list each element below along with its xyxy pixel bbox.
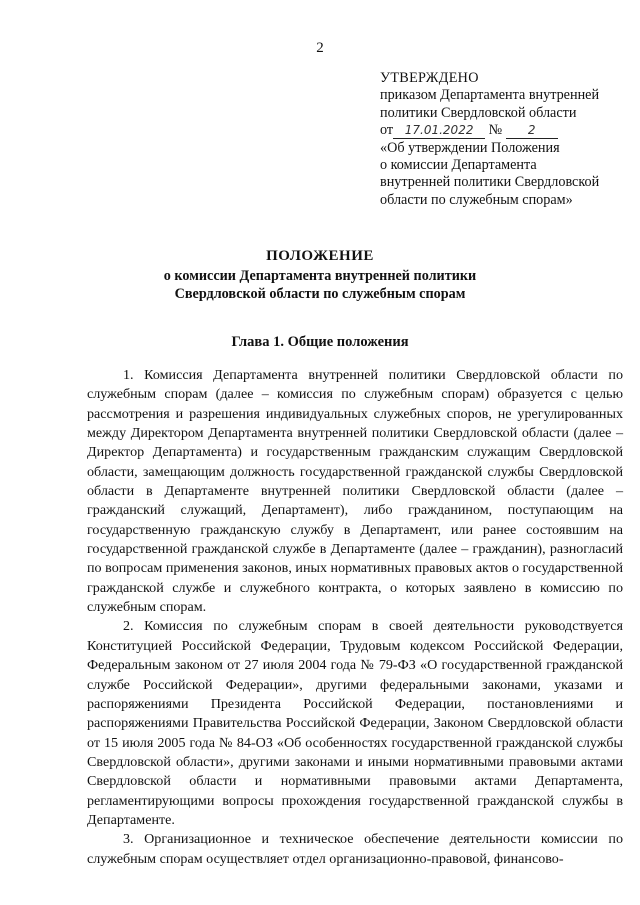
number-prefix: № bbox=[488, 122, 503, 139]
handwritten-number: 2 bbox=[506, 123, 558, 139]
document-subtitle: Свердловской области по служебным спорам bbox=[174, 286, 466, 302]
approval-line: «Об утверждении Положения bbox=[380, 139, 560, 156]
document-subtitle: о комиссии Департамента внутренней политики bbox=[163, 268, 477, 284]
paragraph: 2. Комиссия по служебным спорам в своей деятельности руководствуется Конституцией Российской Федерации, Трудовым кодексом Российской Федерации, Федеральным законом от 27 июля 2004 года № 79-ФЗ «О государственной гражданской службе Российской Федерации», другими федеральными законами, указами и распоряжениями Президента Российской Федерации, постановлениями и распоряжениями Правительства Российской Федерации, Законом Свердловской области от 15 июля 2005 года № 84-ОЗ «Об особенностях государственной гражданской службы Свердловской области», другими законами и иными нормативными правовыми актами Свердловской области и нормативными правовыми актами Департамента, регламентирующими вопросы прохождения государственной гражданской службы в Департаменте. bbox=[87, 618, 623, 828]
approval-line: о комиссии Департамента bbox=[380, 157, 537, 174]
document-title: ПОЛОЖЕНИЕ bbox=[266, 248, 374, 264]
paragraph: 3. Организационное и техническое обеспечение деятельности комиссии по служебным спорам осуществляет отдел организационно-правовой, финансово- bbox=[87, 831, 623, 867]
handwritten-date: 17.01.2022 bbox=[393, 123, 485, 139]
date-prefix: от bbox=[380, 122, 394, 139]
page-number: 2 bbox=[316, 40, 324, 56]
approval-stamp bbox=[380, 70, 630, 209]
approval-line: политики Свердловской области bbox=[380, 104, 577, 121]
approval-line: области по служебным спорам» bbox=[380, 191, 573, 208]
paragraph: 1. Комиссия Департамента внутренней политики Свердловской области по служебным спорам (далее – комиссия по служебным спорам) образуется с целью рассмотрения и разрешения индивидуальных служебных споров, не урегулированных между Директором Департамента внутренней политики Свердловской области (далее – Директор Департамента) и государственным гражданским служащим Свердловской области, замещающим должность государственной гражданской службы Свердловской области в Департаменте внутренней политики Свердловской области (далее – гражданский служащий, Департамент), либо гражданином, поступающим на государственную гражданскую службу в Департамент, или ранее состоявшим на государственной гражданской службе в Департаменте (далее – гражданин), разногласий по вопросам применения законов, иных нормативных правовых актов о государственной гражданской службе и служебного контракта, о которых заявлено в комиссию по служебным спорам. bbox=[87, 367, 623, 616]
approval-line: приказом Департамента внутренней bbox=[380, 87, 600, 104]
body-text bbox=[87, 366, 623, 869]
approval-title: УТВЕРЖДЕНО bbox=[380, 70, 479, 86]
chapter-heading: Глава 1. Общие положения bbox=[231, 334, 409, 350]
approval-line: внутренней политики Свердловской bbox=[380, 174, 600, 191]
approval-date-line bbox=[380, 122, 630, 139]
